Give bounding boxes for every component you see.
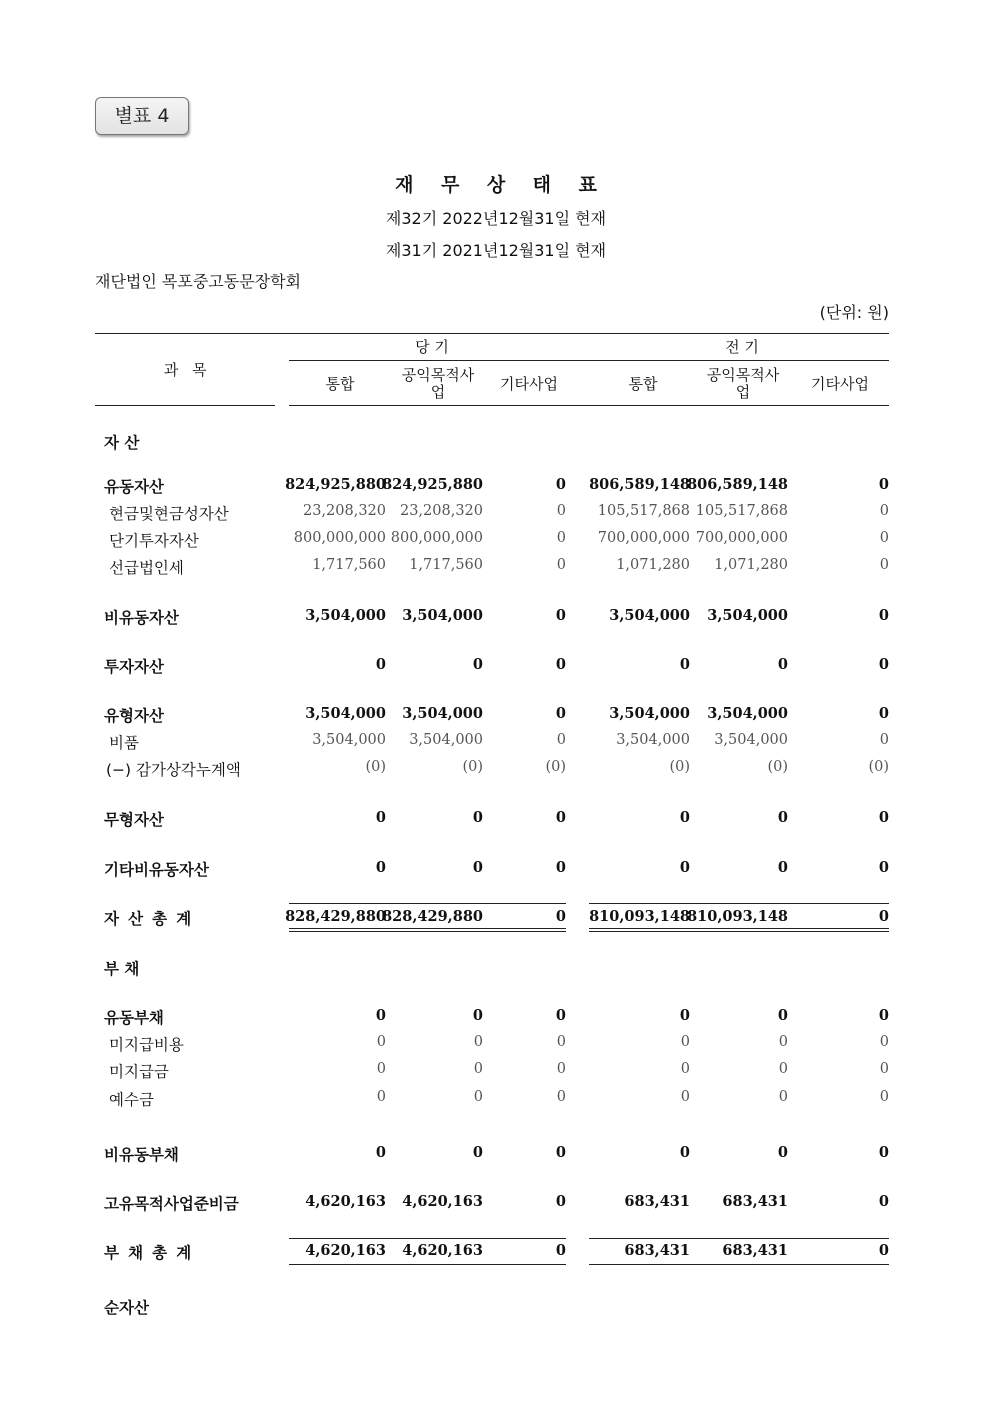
value-current-public: 0 — [472, 859, 483, 876]
value-current-public: 0 — [472, 1144, 483, 1161]
value-prior-total: 0 — [679, 809, 690, 826]
value-prior-total: 3,504,000 — [616, 732, 690, 748]
liab-total-top-rule-current — [289, 1238, 566, 1239]
table-row — [0, 556, 992, 578]
value-prior-other: 0 — [878, 1193, 889, 1210]
value-prior-total: 3,504,000 — [609, 705, 690, 722]
value-current-public: 4,620,163 — [402, 1193, 483, 1210]
value-prior-other: 0 — [878, 656, 889, 673]
header-current-public-2: 업 — [430, 383, 446, 401]
header-prior: 전 기 — [725, 338, 759, 356]
section-label: 순자산 — [104, 1299, 149, 1317]
section-label: 부 채 — [104, 960, 140, 978]
header-top-rule — [95, 333, 889, 334]
value-prior-total: 0 — [680, 1034, 690, 1050]
value-current-other: 0 — [555, 1007, 566, 1024]
value-current-public: 1,717,560 — [409, 557, 483, 573]
value-prior-public: 700,000,000 — [695, 530, 788, 546]
value-prior-public: 0 — [778, 1089, 788, 1105]
value-current-total: 800,000,000 — [293, 530, 386, 546]
section-assets — [0, 431, 992, 453]
value-current-public: 824,925,880 — [382, 476, 483, 493]
value-current-public: 3,504,000 — [409, 732, 483, 748]
header-prior-total: 통합 — [628, 375, 658, 393]
value-current-other: 0 — [555, 1144, 566, 1161]
value-current-total: 23,208,320 — [302, 503, 386, 519]
value-current-public: 0 — [472, 1007, 483, 1024]
value-current-other: 0 — [555, 859, 566, 876]
value-prior-total: 0 — [680, 1089, 690, 1105]
value-current-other: 0 — [555, 476, 566, 493]
value-current-other: 0 — [555, 656, 566, 673]
value-current-other: (0) — [545, 759, 566, 775]
period-prior: 제31기 2021년12월31일 현재 — [385, 241, 607, 260]
assets-total-double-rule-current — [289, 928, 566, 932]
value-prior-total: 0 — [680, 1061, 690, 1077]
value-prior-public: 3,504,000 — [714, 732, 788, 748]
value-current-total: 3,504,000 — [305, 607, 386, 624]
value-current-total: 3,504,000 — [312, 732, 386, 748]
row-label: 예수금 — [109, 1091, 154, 1109]
organization-name: 재단법인 목포중고동문장학회 — [95, 272, 302, 291]
value-prior-other: 0 — [878, 859, 889, 876]
value-prior-other: 0 — [879, 1034, 889, 1050]
value-current-total: 0 — [376, 1061, 386, 1077]
table-row — [0, 907, 992, 929]
value-prior-total: 3,504,000 — [609, 607, 690, 624]
value-prior-other: 0 — [879, 503, 889, 519]
liab-total-bottom-rule-current — [289, 1264, 566, 1265]
row-label: 유형자산 — [104, 707, 164, 725]
value-current-public: 800,000,000 — [390, 530, 483, 546]
value-prior-public: 0 — [777, 859, 788, 876]
value-current-other: 0 — [556, 530, 566, 546]
value-prior-public: (0) — [767, 759, 788, 775]
table-row — [0, 1006, 992, 1028]
row-label: 투자자산 — [104, 658, 164, 676]
value-prior-total: 700,000,000 — [597, 530, 690, 546]
unit-label: (단위: 원) — [819, 303, 889, 322]
value-current-public: 3,504,000 — [402, 705, 483, 722]
row-label: 단기투자자산 — [109, 532, 199, 550]
row-label: 미지급비용 — [109, 1036, 184, 1054]
header-current-other: 기타사업 — [500, 375, 558, 393]
value-prior-public: 3,504,000 — [707, 607, 788, 624]
assets-total-double-rule-prior — [589, 928, 889, 932]
table-row — [0, 1060, 992, 1082]
table-row — [0, 1143, 992, 1165]
value-prior-total: (0) — [669, 759, 690, 775]
value-current-other: 0 — [555, 1193, 566, 1210]
row-label: 현금및현금성자산 — [109, 505, 229, 523]
table-row — [0, 1192, 992, 1214]
value-prior-other: 0 — [878, 1144, 889, 1161]
value-prior-total: 0 — [679, 656, 690, 673]
value-prior-public: 0 — [778, 1061, 788, 1077]
value-prior-total: 105,517,868 — [597, 503, 690, 519]
row-label: 무형자산 — [104, 811, 164, 829]
value-current-other: 0 — [556, 1061, 566, 1077]
value-current-total: 4,620,163 — [305, 1193, 386, 1210]
value-current-public: 3,504,000 — [402, 607, 483, 624]
header-current-public-1: 공익목적사 — [401, 366, 475, 384]
value-current-other: 0 — [556, 503, 566, 519]
header-account: 과 목 — [163, 361, 212, 379]
header-current: 당 기 — [415, 338, 449, 356]
table-row — [0, 606, 992, 628]
value-current-total: 0 — [376, 1034, 386, 1050]
value-current-other: 0 — [556, 1034, 566, 1050]
value-current-total: 0 — [376, 1089, 386, 1105]
value-prior-total: 810,093,148 — [589, 908, 690, 925]
row-label: 비유동부채 — [104, 1146, 179, 1164]
value-prior-public: 0 — [778, 1034, 788, 1050]
value-prior-public: 0 — [777, 809, 788, 826]
value-prior-other: 0 — [879, 1061, 889, 1077]
table-row — [0, 1088, 992, 1110]
table-row — [0, 502, 992, 524]
value-current-total: 4,620,163 — [305, 1242, 386, 1259]
row-label: 비품 — [109, 734, 139, 752]
table-row — [0, 529, 992, 551]
value-prior-other: 0 — [878, 809, 889, 826]
value-prior-public: 0 — [777, 656, 788, 673]
section-liabilities — [0, 957, 992, 979]
table-row — [0, 758, 992, 780]
value-prior-total: 806,589,148 — [589, 476, 690, 493]
value-prior-public: 810,093,148 — [687, 908, 788, 925]
value-current-public: 828,429,880 — [382, 908, 483, 925]
value-current-total: 828,429,880 — [285, 908, 386, 925]
row-label: 유동부채 — [104, 1009, 164, 1027]
value-current-other: 0 — [556, 557, 566, 573]
value-current-other: 0 — [555, 705, 566, 722]
header-prior-public-1: 공익목적사 — [706, 366, 780, 384]
table-row — [0, 808, 992, 830]
value-prior-total: 0 — [679, 859, 690, 876]
value-prior-other: 0 — [878, 1007, 889, 1024]
header-bottom-rule-account — [95, 405, 275, 406]
value-prior-other: (0) — [868, 759, 889, 775]
header-mid-rule — [289, 360, 889, 361]
row-label: 자 산 총 계 — [104, 910, 194, 928]
value-prior-public: 0 — [777, 1007, 788, 1024]
attachment-badge: 별표 4 — [95, 97, 189, 135]
row-label: (−) 감가상각누계액 — [106, 761, 241, 779]
value-current-other: 0 — [555, 1242, 566, 1259]
table-row — [0, 1033, 992, 1055]
document-title: 재 무 상 태 표 — [395, 174, 608, 196]
value-current-other: 0 — [556, 732, 566, 748]
section-label: 자 산 — [104, 434, 140, 452]
value-current-other: 0 — [555, 809, 566, 826]
table-row — [0, 704, 992, 726]
row-label: 비유동자산 — [104, 609, 179, 627]
value-prior-total: 0 — [679, 1007, 690, 1024]
value-current-other: 0 — [556, 1089, 566, 1105]
period-current: 제32기 2022년12월31일 현재 — [385, 209, 607, 228]
table-row — [0, 1241, 992, 1263]
value-prior-other: 0 — [879, 530, 889, 546]
value-current-public: 0 — [473, 1061, 483, 1077]
value-current-total: 0 — [375, 1144, 386, 1161]
value-prior-public: 3,504,000 — [707, 705, 788, 722]
assets-total-top-rule-prior — [589, 903, 889, 904]
value-prior-total: 0 — [679, 1144, 690, 1161]
value-prior-other: 0 — [878, 908, 889, 925]
value-current-total: 3,504,000 — [305, 705, 386, 722]
liab-total-top-rule-prior — [589, 1238, 889, 1239]
value-prior-public: 806,589,148 — [687, 476, 788, 493]
value-prior-other: 0 — [878, 607, 889, 624]
value-prior-other: 0 — [878, 705, 889, 722]
value-current-public: (0) — [462, 759, 483, 775]
header-prior-other: 기타사업 — [811, 375, 869, 393]
value-current-public: 0 — [472, 809, 483, 826]
value-prior-public: 1,071,280 — [714, 557, 788, 573]
value-prior-other: 0 — [879, 1089, 889, 1105]
value-prior-total: 683,431 — [624, 1193, 690, 1210]
liab-total-bottom-rule-prior — [589, 1264, 889, 1265]
row-label: 선급법인세 — [109, 559, 184, 577]
value-prior-public: 683,431 — [722, 1193, 788, 1210]
value-current-total: 0 — [375, 1007, 386, 1024]
row-label: 부 채 총 계 — [104, 1244, 194, 1262]
value-current-other: 0 — [555, 908, 566, 925]
value-prior-public: 683,431 — [722, 1242, 788, 1259]
value-prior-other: 0 — [878, 476, 889, 493]
value-current-total: (0) — [365, 759, 386, 775]
value-current-public: 0 — [472, 656, 483, 673]
value-prior-total: 1,071,280 — [616, 557, 690, 573]
value-current-public: 4,620,163 — [402, 1242, 483, 1259]
value-prior-public: 105,517,868 — [695, 503, 788, 519]
row-label: 유동자산 — [104, 478, 164, 496]
value-prior-other: 0 — [879, 732, 889, 748]
value-prior-other: 0 — [879, 557, 889, 573]
row-label: 기타비유동자산 — [104, 861, 209, 879]
header-bottom-rule-values — [289, 405, 889, 406]
value-prior-other: 0 — [878, 1242, 889, 1259]
assets-total-top-rule-current — [289, 903, 566, 904]
table-row — [0, 475, 992, 497]
row-label: 미지급금 — [109, 1063, 169, 1081]
value-current-total: 1,717,560 — [312, 557, 386, 573]
value-current-public: 0 — [473, 1034, 483, 1050]
value-current-total: 824,925,880 — [285, 476, 386, 493]
value-prior-total: 683,431 — [624, 1242, 690, 1259]
row-label: 고유목적사업준비금 — [104, 1195, 239, 1213]
header-prior-public-2: 업 — [735, 383, 751, 401]
value-current-public: 23,208,320 — [399, 503, 483, 519]
value-current-total: 0 — [375, 656, 386, 673]
section-net-assets — [0, 1296, 992, 1318]
table-row — [0, 858, 992, 880]
value-current-other: 0 — [555, 607, 566, 624]
value-current-public: 0 — [473, 1089, 483, 1105]
value-current-total: 0 — [375, 859, 386, 876]
value-prior-public: 0 — [777, 1144, 788, 1161]
value-current-total: 0 — [375, 809, 386, 826]
header-current-total: 통합 — [325, 375, 355, 393]
table-row — [0, 655, 992, 677]
table-row — [0, 731, 992, 753]
